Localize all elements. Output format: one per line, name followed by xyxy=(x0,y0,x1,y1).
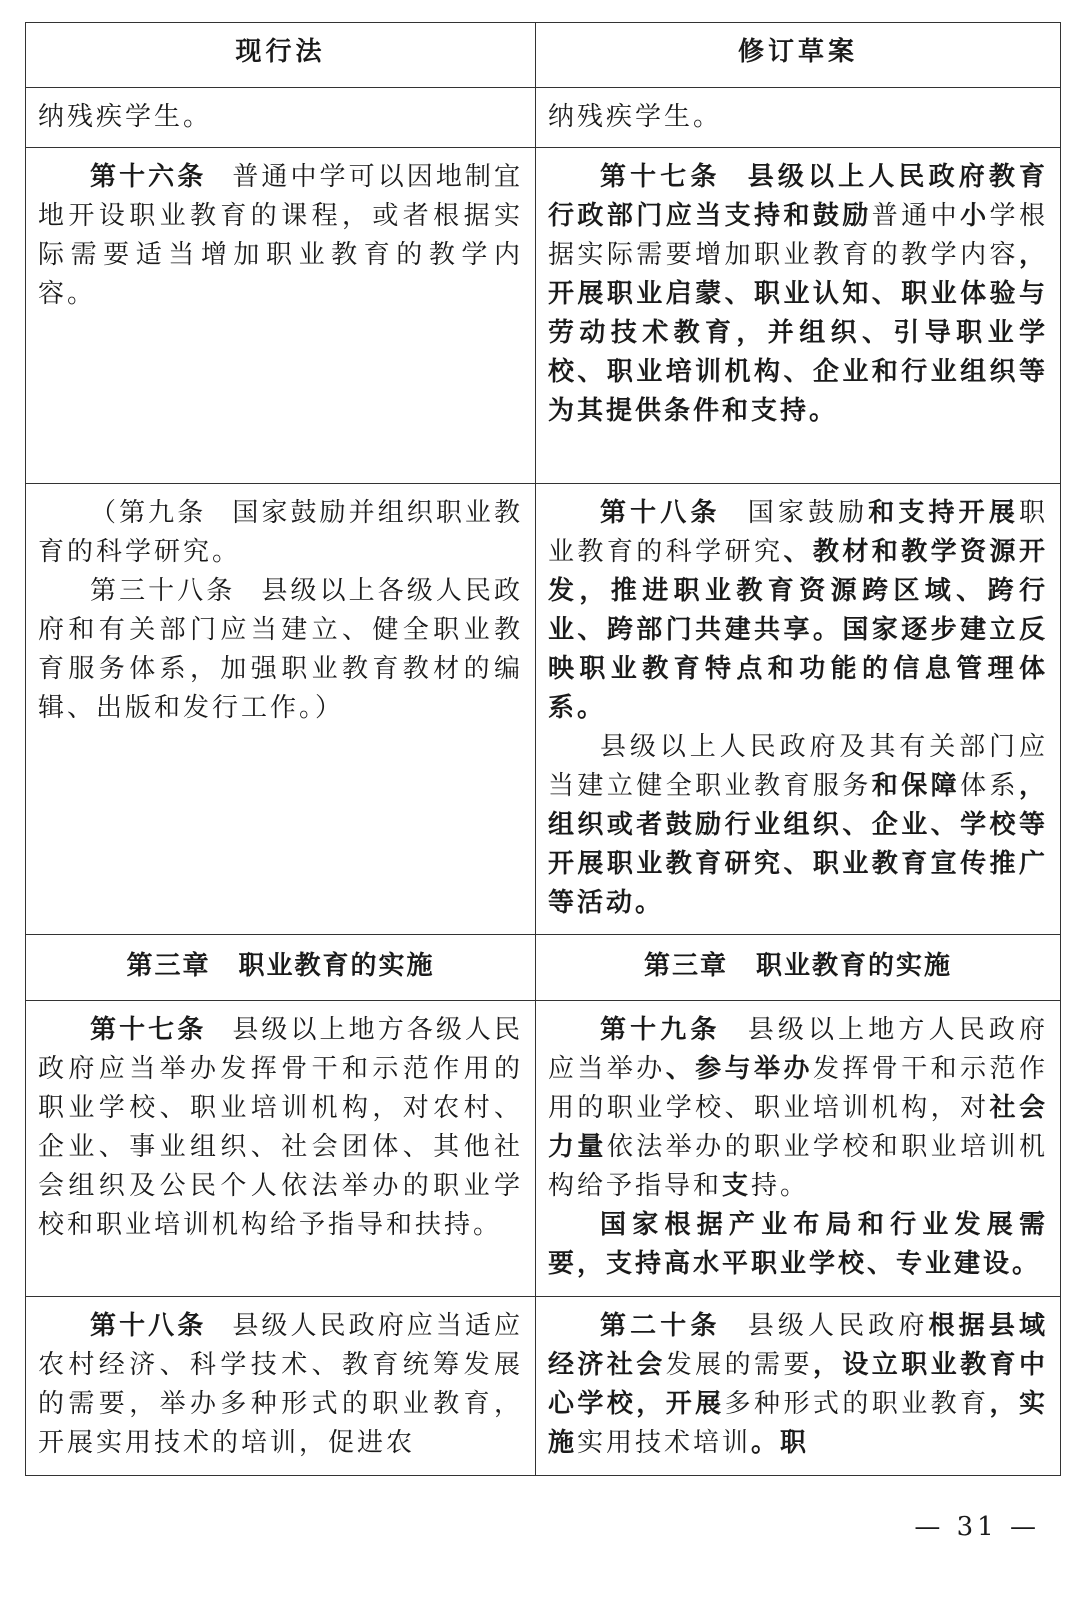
chapter-row xyxy=(26,935,1061,1001)
paragraph: 纳残疾学生。 xyxy=(548,102,723,132)
paragraph xyxy=(548,158,1048,431)
table-row xyxy=(26,148,1061,484)
added-text: 根据县域经济社会 xyxy=(548,1311,1048,1380)
added-text: 支 xyxy=(722,1171,752,1201)
article-text: 县级人民政府 xyxy=(746,1311,929,1341)
article-text: 国家鼓励 xyxy=(746,498,869,528)
article-text: 县级以上地方人民政府应当举办 xyxy=(548,1015,1048,1084)
paragraph xyxy=(38,1011,523,1245)
article-number: （第九条 xyxy=(90,498,207,528)
paragraph xyxy=(548,1206,1048,1284)
paragraph xyxy=(38,494,523,572)
added-text: ，开展职业启蒙、职业认知、职业体验与劳动技术教育，并组织、引导职业学校、职业培训机构、企业和行业组织等为其提供条件和支持。 xyxy=(548,240,1048,426)
article-text: 发挥骨干和示范作用的职业学校、职业培训机构，对 xyxy=(548,1054,1048,1123)
article-text: 县级以上各级人民政府和有关部门应当建立、健全职业教育服务体系，加强职业教育教材的编辑、出版和发行工作。） xyxy=(38,576,523,723)
added-text: ，组织或者鼓励行业组织、企业、学校等开展职业教育研究、职业教育宣传推广等活动。 xyxy=(548,771,1048,918)
table-row xyxy=(26,1001,1061,1297)
article-number: 第二十条 xyxy=(600,1311,721,1341)
article-text: 县级以上人民政府及其有关部门应当建立健全职业教育服务 xyxy=(548,732,1048,801)
added-text: 和保障 xyxy=(871,771,961,801)
article-text: 实用技术培训 xyxy=(577,1428,752,1458)
added-text: 和支持开展 xyxy=(868,498,1019,528)
article-text: 普通中学可以因地制宜地开设职业教育的课程，或者根据实际需要适当增加职业教育的教学内容。 xyxy=(38,162,523,309)
article-text: 职业教育的科学研究 xyxy=(548,498,1048,567)
cell-revised xyxy=(536,484,1061,935)
article-text: 学根据实际需要增加职业教育的教学内容 xyxy=(548,201,1048,270)
article-number: 第十七条 xyxy=(600,162,721,192)
article-text: 国家鼓励并组织职业教育的科学研究。 xyxy=(38,498,523,567)
added-text: 小 xyxy=(960,201,990,231)
table-row xyxy=(26,484,1061,935)
article-number: 第十九条 xyxy=(600,1015,721,1045)
cell-current xyxy=(26,148,536,484)
article-number: 第十八条 xyxy=(90,1311,207,1341)
added-text: ，设立职业教育中心学校，开展 xyxy=(548,1350,1048,1419)
added-text: 县级以上人民政府教育行政部门应当支持和鼓励 xyxy=(548,162,1048,231)
cell-current xyxy=(26,88,536,148)
added-text: 社会力量 xyxy=(548,1093,1048,1162)
cell-current xyxy=(26,1001,536,1297)
added-text: 。职 xyxy=(751,1428,810,1458)
paragraph xyxy=(548,1011,1048,1206)
article-text: 多种形式的职业教育 xyxy=(724,1389,990,1419)
paragraph xyxy=(38,158,523,314)
table-row xyxy=(26,88,1061,148)
added-text: 国家根据产业布局和行业发展需要，支持高水平职业学校、专业建设。 xyxy=(548,1210,1048,1279)
paragraph xyxy=(38,572,523,728)
article-text: 持。 xyxy=(751,1171,810,1201)
article-text: 发展的需要 xyxy=(665,1350,813,1380)
paragraph xyxy=(38,1307,523,1463)
comparison-table xyxy=(25,22,1061,1476)
paragraph xyxy=(548,494,1048,728)
paragraph xyxy=(548,728,1048,923)
paragraph: 纳残疾学生。 xyxy=(38,102,213,132)
added-text: ，实施 xyxy=(548,1389,1048,1458)
cell-revised xyxy=(536,1297,1061,1476)
header-revised-draft: 修订草案 xyxy=(536,23,1061,88)
article-text: 体系 xyxy=(960,771,1019,801)
table-row xyxy=(26,1297,1061,1476)
article-number: 第十七条 xyxy=(90,1015,207,1045)
added-text: 、教材和教学资源开发，推进职业教育资源跨区域、跨行业、跨部门共建共享。国家逐步建立反映职业教育特点和功能的信息管理体系。 xyxy=(548,537,1048,723)
article-text: 县级人民政府应当适应农村经济、科学技术、教育统筹发展的需要，举办多种形式的职业教育，开展实用技术的培训，促进农 xyxy=(38,1311,523,1458)
chapter-heading-revised: 第三章 职业教育的实施 xyxy=(536,935,1061,1001)
header-row xyxy=(26,23,1061,88)
added-text: 、参与举办 xyxy=(665,1054,813,1084)
article-text: 普通中 xyxy=(871,201,961,231)
cell-current xyxy=(26,1297,536,1476)
article-number: 第十八条 xyxy=(600,498,721,528)
chapter-heading-current: 第三章 职业教育的实施 xyxy=(26,935,536,1001)
article-number: 第三十八条 xyxy=(90,576,236,606)
header-current-law: 现行法 xyxy=(26,23,536,88)
cell-current xyxy=(26,484,536,935)
cell-revised xyxy=(536,148,1061,484)
page-number: — 31 — xyxy=(914,1512,1040,1542)
cell-revised xyxy=(536,88,1061,148)
cell-revised xyxy=(536,1001,1061,1297)
article-text: 依法举办的职业学校和职业培训机构给予指导和 xyxy=(548,1132,1048,1201)
article-text: 县级以上地方各级人民政府应当举办发挥骨干和示范作用的职业学校、职业培训机构，对农村、企业、事业组织、社会团体、其他社会组织及公民个人依法举办的职业学校和职业培训机构给予指导和扶持。 xyxy=(38,1015,523,1240)
article-number: 第十六条 xyxy=(90,162,207,192)
paragraph xyxy=(548,1307,1048,1463)
